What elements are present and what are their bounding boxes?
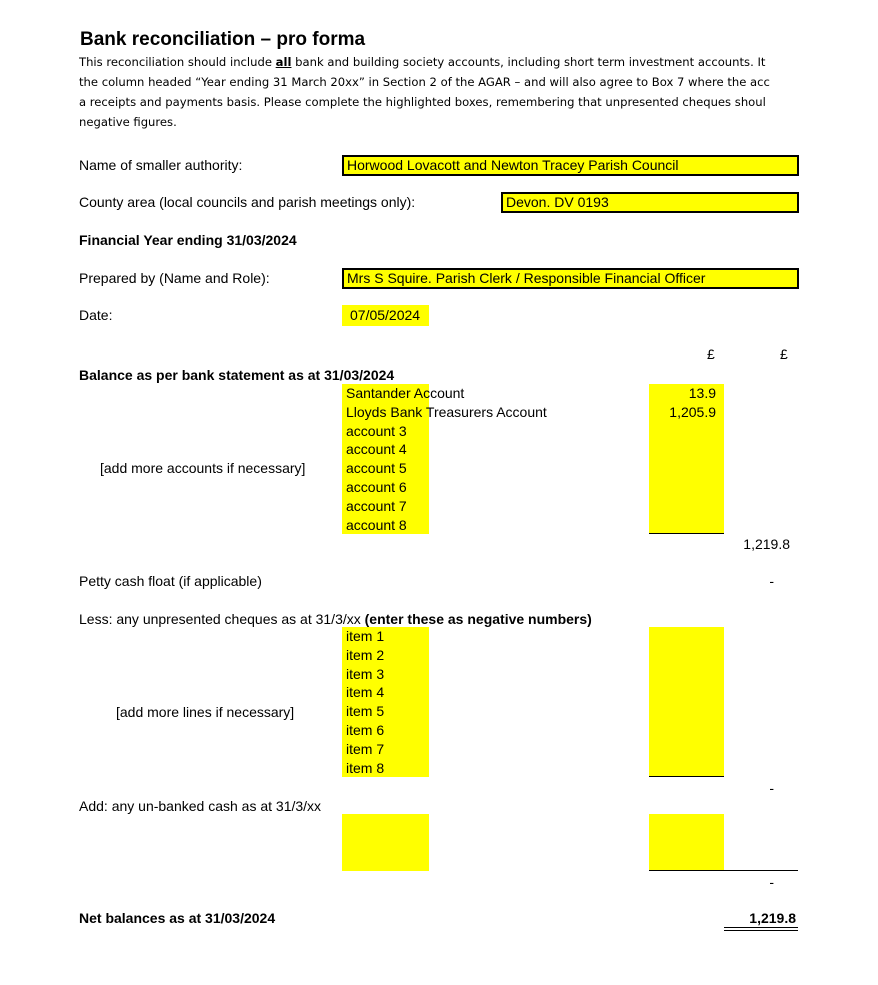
bank-total: 1,219.8 xyxy=(743,536,790,552)
intro-text xyxy=(79,52,795,132)
petty-cash-value: - xyxy=(769,573,774,589)
account-amount[interactable]: 1,205.9 xyxy=(669,403,716,420)
account-name[interactable]: account 7 xyxy=(346,497,407,514)
unbanked-cash-description-field[interactable] xyxy=(342,814,429,871)
unpresented-cheques-label: Less: any unpresented cheques as at 31/3/xx (enter these as negative numbers) xyxy=(79,611,592,627)
currency-header-1: £ xyxy=(707,346,715,362)
intro-emphasis-all: all xyxy=(275,55,292,69)
subtotal-rule xyxy=(649,533,724,534)
account-name[interactable]: account 3 xyxy=(346,422,407,439)
account-name[interactable]: Lloyds Bank Treasurers Account xyxy=(346,403,547,420)
cheque-item[interactable]: item 3 xyxy=(346,665,385,682)
cheque-item[interactable]: item 2 xyxy=(346,646,385,663)
intro-line-3: a receipts and payments basis. Please complete the highlighted boxes, remembering that unpresented cheques shoul xyxy=(79,95,766,109)
cheque-amounts-highlight[interactable] xyxy=(649,627,724,777)
add-more-accounts-note: [add more accounts if necessary] xyxy=(100,460,306,476)
page-title: Bank reconciliation – pro forma xyxy=(80,29,366,50)
intro-line-2: the column headed “Year ending 31 March 20xx” in Section 2 of the AGAR – and will also agree to Box 7 where the acc xyxy=(79,75,770,89)
add-more-lines-note: [add more lines if necessary] xyxy=(116,704,295,720)
cheque-item[interactable]: item 5 xyxy=(346,703,385,720)
intro-line-4: negative figures. xyxy=(79,115,177,129)
cheque-item[interactable]: item 1 xyxy=(346,628,385,644)
authority-name-field[interactable]: Horwood Lovacott and Newton Tracey Parish Council xyxy=(342,155,799,176)
account-name[interactable]: Santander Account xyxy=(346,385,465,401)
cheque-item[interactable]: item 6 xyxy=(346,722,385,738)
unbanked-total: - xyxy=(769,874,774,890)
account-amount[interactable]: 13.9 xyxy=(688,385,716,401)
net-double-underline xyxy=(724,927,798,931)
intro-line-1: This reconciliation should include all bank and building society accounts, including short term investment accounts. It xyxy=(79,55,766,69)
county-area-field[interactable]: Devon. DV 0193 xyxy=(501,192,799,213)
account-name[interactable]: account 6 xyxy=(346,479,407,495)
account-name[interactable]: account 8 xyxy=(346,516,407,533)
currency-header-2: £ xyxy=(780,346,788,362)
unbanked-total-rule xyxy=(649,870,798,871)
cheques-total: - xyxy=(769,780,774,796)
county-label: County area (local councils and parish meetings only): xyxy=(79,194,416,210)
authority-label: Name of smaller authority: xyxy=(79,157,243,173)
cheque-item[interactable]: item 7 xyxy=(346,740,385,757)
financial-year-label: Financial Year ending 31/03/2024 xyxy=(79,232,297,248)
cheques-subtotal-rule xyxy=(649,776,724,777)
date-label: Date: xyxy=(79,307,113,323)
cheque-item[interactable]: item 4 xyxy=(346,684,385,701)
unbanked-cash-amount-field[interactable] xyxy=(649,814,724,871)
prepared-by-label: Prepared by (Name and Role): xyxy=(79,270,270,286)
net-balances-label: Net balances as at 31/03/2024 xyxy=(79,910,276,926)
net-balances-value: 1,219.8 xyxy=(749,910,796,926)
date-field[interactable]: 07/05/2024 xyxy=(342,305,429,326)
petty-cash-label: Petty cash float (if applicable) xyxy=(79,573,262,589)
bank-balance-heading: Balance as per bank statement as at 31/03/2024 xyxy=(79,367,395,383)
cheque-item[interactable]: item 8 xyxy=(346,759,385,776)
prepared-by-field[interactable]: Mrs S Squire. Parish Clerk / Responsible Financial Officer xyxy=(342,268,799,289)
account-name[interactable]: account 4 xyxy=(346,441,407,458)
unbanked-cash-label: Add: any un-banked cash as at 31/3/xx xyxy=(79,798,322,814)
account-name[interactable]: account 5 xyxy=(346,460,407,477)
